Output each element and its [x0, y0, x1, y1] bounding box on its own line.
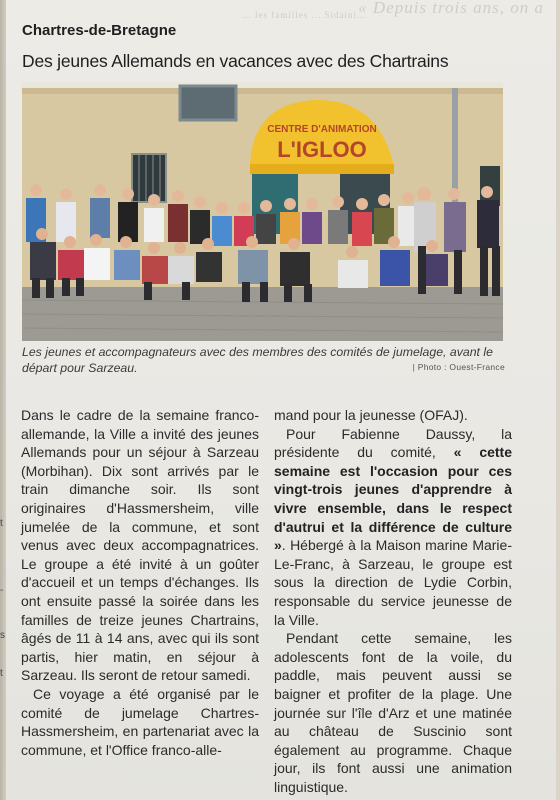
- article-paragraph: Pendant cette semaine, les adolescents font de la voile, du paddle, mais peuvent aussi se baigner et profiter de la plage. Une journée sur l'île d'Arz et une matinée au château de Suscinio sont également au programme. Chaque jour, ils font aussi une animation linguistique.: [274, 630, 512, 795]
- article-column-1: [21, 406, 259, 759]
- article-text: Pour Fabienne Daussy, la présidente du comité,: [274, 425, 512, 461]
- left-page-edge: t - s t: [0, 0, 7, 800]
- sign-line1: CENTRE D'ANIMATION: [267, 124, 377, 135]
- article-paragraph: Dans le cadre de la semaine franco-allemande, la Ville a invité des jeunes Allemands pour un séjour à Sarzeau (Morbihan). Dix sont arrivés par le train dimanche soir. Ils sont originaires d'Hassmersheim, ville jumelée de la commune, et sont venus avec deux accompagnatrices. Le groupe a été invité à un goûter d'accueil et un temps d'échanges. Ils ont ensuite passé la soirée dans les familles de treize jeunes Chartrains, âgés de 11 à 14 ans, avec qui ils sont partis, hier matin, en séjour à Sarzeau. Ils seront de retour samedi.: [21, 407, 259, 684]
- article-text: . Hébergé à la Maison marine Marie-Le-Franc, à Sarzeau, le groupe est sous la direction de Lydie Corbin, responsable du service jeunesse de la Ville.: [274, 537, 512, 628]
- article-paragraph: Ce voyage a été organisé par le comité de jumelage Chartres-Hassmersheim, en partenariat avec la commune, et l'Office franco-alle-: [21, 685, 259, 758]
- sign-line2: L'IGLOO: [277, 137, 367, 162]
- article-paragraph-quote: [274, 425, 512, 630]
- bleed-left-text: ... les familles ... Sidaini...: [242, 10, 367, 18]
- headline: Des jeunes Allemands en vacances avec des Chartrains: [22, 51, 449, 71]
- bleed-through-text: [12, 0, 552, 18]
- article-quote-bold: « cette semaine est l'occasion pour ces vingt-trois jeunes d'apprendre à vivre ensemble, dans le respect d'autrui et la différence de culture »: [274, 444, 513, 554]
- article-photo: [22, 82, 503, 341]
- article-column-2: [274, 406, 512, 796]
- bleed-right-text: « Depuis trois ans, on a: [358, 0, 544, 17]
- photo-credit: | Photo : Ouest-France: [412, 362, 505, 372]
- photo-caption: Les jeunes et accompagnateurs avec des membres des comités de jumelage, avant le départ pour Sarzeau.: [22, 345, 493, 375]
- article-paragraph: mand pour la jeunesse (OFAJ).: [274, 407, 468, 423]
- section-title: Chartres-de-Bretagne: [22, 22, 177, 39]
